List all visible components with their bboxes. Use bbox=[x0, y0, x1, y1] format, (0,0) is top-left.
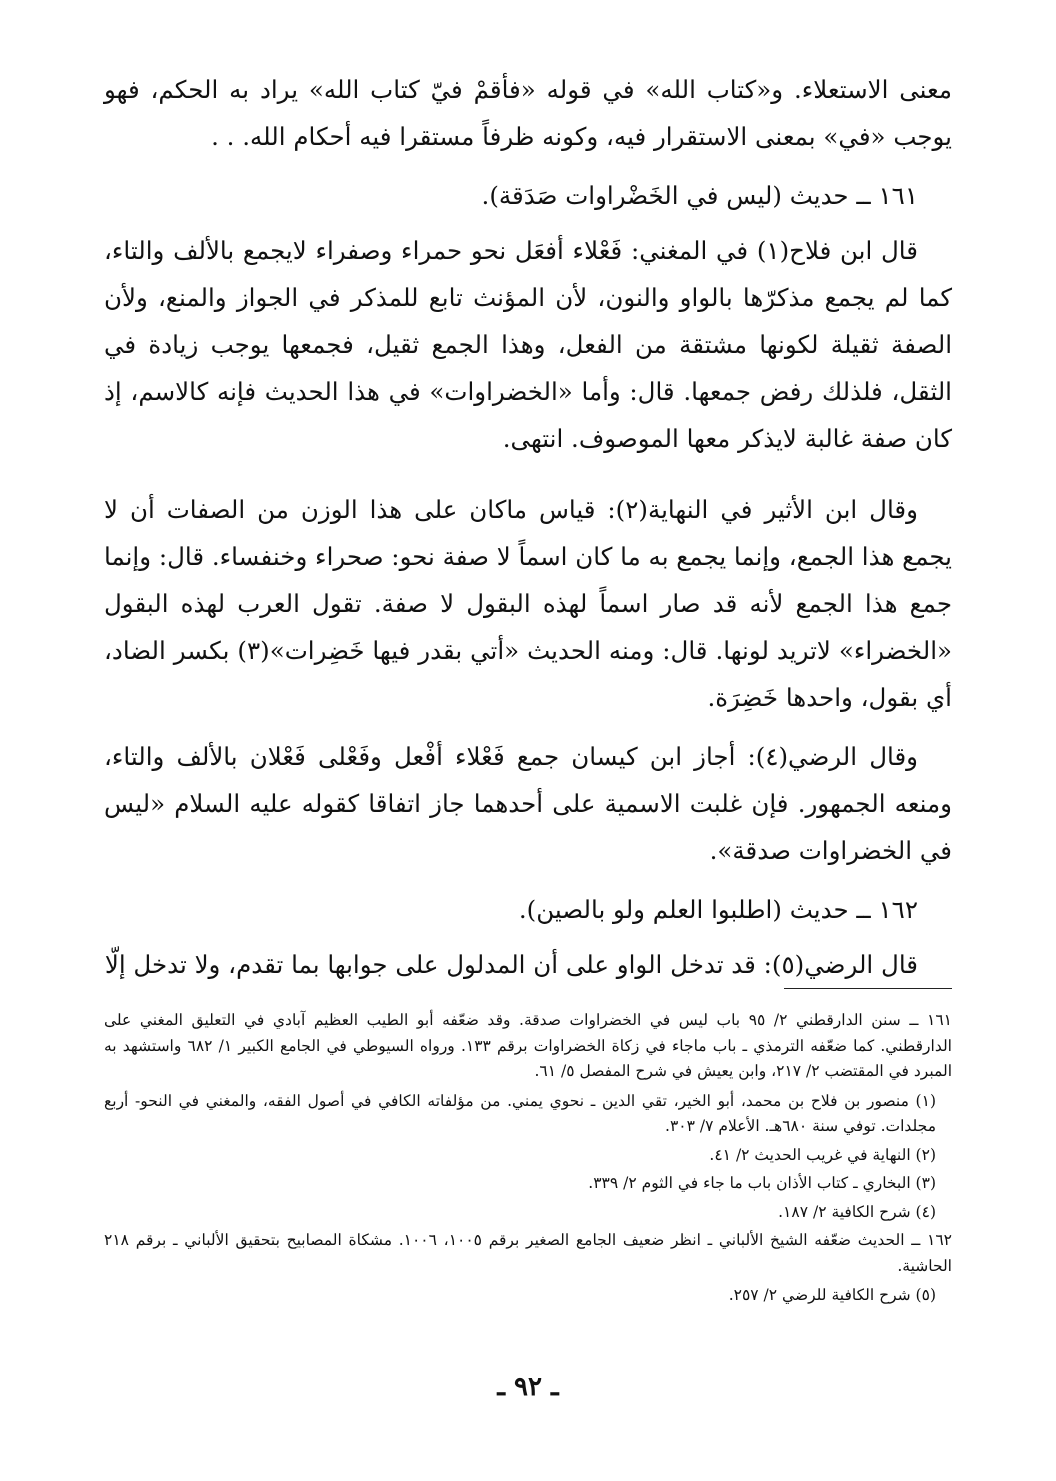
footnote-separator bbox=[784, 988, 952, 989]
main-text-block bbox=[104, 66, 952, 988]
body-paragraph: وقال الرضي(٤): أجاز ابن كيسان جمع فَعْلاء أفْعل وفَعْلى فَعْلان بالألف والتاء، ومنعه الجمهور. فإن غلبت الاسمية على أحدهما جاز اتفاقا كقوله عليه السلام «ليس في الخضراوات صدقة». bbox=[104, 742, 952, 865]
body-paragraph: قال ابن فلاح(١) في المغني: فَعْلاء أفعَل نحو حمراء وصفراء لايجمع بالألف والتاء، كما لم يجمع مذكرّها بالواو والنون، لأن المؤنث تابع للمذكر في الجواز والمنع، ولأن الصفة ثقيلة لكونها مشتقة من الفعل، وهذا الجمع ثقيل، فجمعها يوجب زيادة في الثقل، فلذلك رفض جمعها. قال: وأما «الخضراوات» في هذا الحديث فإنه كالاسم، إذ كان صفة غالبة لايذكر معها الموصوف. انتهى. bbox=[104, 236, 952, 453]
footnote-item: (٢) النهاية في غريب الحديث ٢/ ٤١. bbox=[709, 1145, 936, 1164]
body-paragraph: معنى الاستعلاء. و«كتاب الله» في قوله «فأقمْ فيّ كتاب الله» يراد به الحكم، فهو يوجب «في» بمعنى الاستقرار فيه، وكونه ظرفاً مستقرا فيه أحكام الله. . . bbox=[104, 75, 952, 151]
footnotes-block bbox=[104, 1008, 952, 1309]
page-number: ـ ٩٢ ـ bbox=[497, 1372, 559, 1402]
footnote-item: (٤) شرح الكافية ٢/ ١٨٧. bbox=[778, 1202, 936, 1221]
hadith-heading-162: ١٦٢ ــ حديث (اطلبوا العلم ولو بالصين). bbox=[518, 895, 918, 924]
footnote-item: ١٦١ ــ سنن الدارقطني ٢/ ٩٥ باب ليس في الخضراوات صدقة. وقد ضعّفه أبو الطيب العظيم آبادي في التعليق المغني على الدارقطني. كما ضعّفه الترمذي ـ باب ماجاء في زكاة الخضراوات برقم ١٣٣. ورواه السيوطي في الجامع الكبير ١/ ٦٨٢ واستشهد به المبرد في المقتضب ٢/ ٢١٧، وابن يعيش في شرح المفصل ٥/ ٦١. bbox=[104, 1011, 952, 1080]
footnote-item: (٣) البخاري ـ كتاب الأذان باب ما جاء في الثوم ٢/ ٣٣٩. bbox=[588, 1174, 936, 1192]
footnote-item: (٥) شرح الكافية للرضي ٢/ ٢٥٧. bbox=[728, 1286, 936, 1304]
body-paragraph: وقال ابن الأثير في النهاية(٢): قياس ماكان على هذا الوزن من الصفات أن لا يجمع هذا الجمع، وإنما يجمع به ما كان اسماً لا صفة نحو: صحراء وخنفساء. قال: وإنما جمع هذا الجمع لأنه قد صار اسماً لهذه البقول لا صفة. تقول العرب لهذه البقول «الخضراء» لاتريد لونها. قال: ومنه الحديث «أتي بقدر فيها خَضِرات»(٣) بكسر الضاد، أي بقول، واحدها خَضِرَة. bbox=[103, 495, 952, 712]
hadith-heading-161: ١٦١ ــ حديث (ليس في الخَضْراوات صَدَقة). bbox=[481, 181, 918, 210]
footnote-item: (١) منصور بن فلاح بن محمد، أبو الخير، تقي الدين ـ نحوي يمني. من مؤلفاته الكافي في أصول الفقه، والمغني في النحو- أربع مجلدات. توفي سنة ٦٨٠هـ. الأعلام ٧/ ٣٠٣. bbox=[104, 1091, 936, 1135]
body-paragraph: قال الرضي(٥): قد تدخل الواو على أن المدلول على جوابها بما تقدم، ولا تدخل إلّا bbox=[104, 950, 918, 979]
footnote-item: ١٦٢ ــ الحديث ضعّفه الشيخ الألباني ـ انظر ضعيف الجامع الصغير برقم ١٠٠٥، ١٠٠٦. مشكاة المصابيح بتحقيق الألباني ـ برقم ٢١٨ الحاشية. bbox=[104, 1231, 952, 1275]
